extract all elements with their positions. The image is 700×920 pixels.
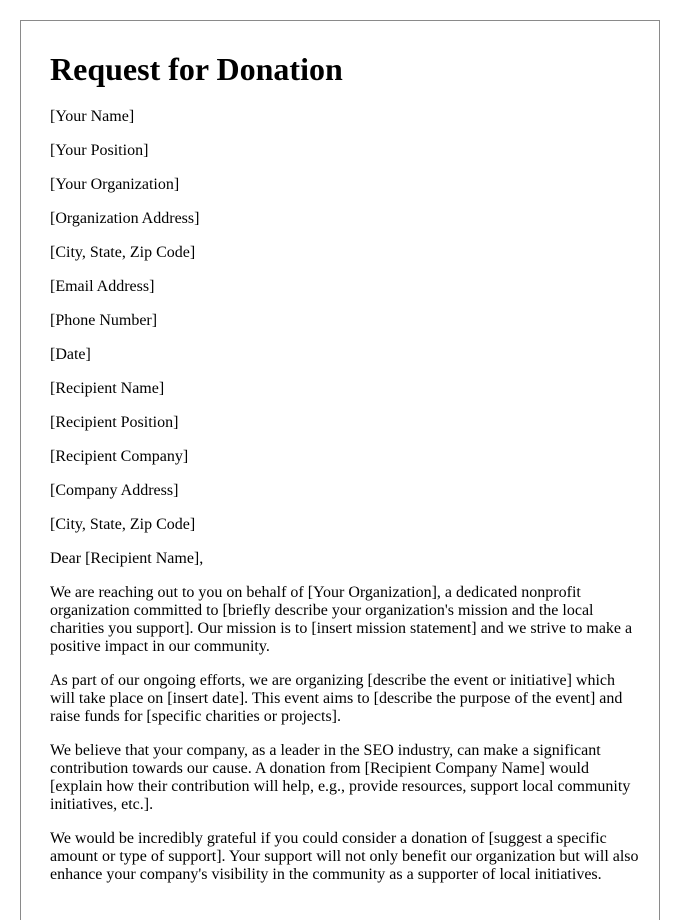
body-paragraph-1: We are reaching out to you on behalf of [Your Organization], a dedicated nonprofit organization committed to [briefly describe your organization's mission and the local charities you support]. Our mission is to [insert mission statement] and we strive to make a positive impact in our community. (50, 584, 633, 655)
company-address: [Company Address] (50, 482, 179, 499)
sender-phone: [Phone Number] (50, 312, 158, 329)
body-paragraph-4: We would be incredibly grateful if you could consider a donation of [suggest a specific amount or type of support]. Your support will not only benefit our organization but will also enhance your company's visibility in the community as a supporter of local initiatives. (50, 830, 639, 883)
body-paragraph-3: We believe that your company, as a leader in the SEO industry, can make a significant contribution towards our cause. A donation from [Recipient Company Name] would [explain how their contribution will help, e.g., provide resources, support local community initiatives, etc.]. (50, 742, 631, 813)
organization-address: [Organization Address] (50, 210, 200, 227)
recipient-company: [Recipient Company] (50, 448, 189, 465)
letter-page (20, 20, 660, 920)
sender-email: [Email Address] (50, 278, 155, 295)
sender-organization: [Your Organization] (50, 176, 180, 193)
letter-header-block (50, 107, 640, 583)
sender-name: [Your Name] (50, 108, 135, 125)
salutation: Dear [Recipient Name], (50, 550, 204, 567)
sender-city-state-zip: [City, State, Zip Code] (50, 244, 196, 261)
sender-position: [Your Position] (50, 142, 149, 159)
body-paragraph-2: As part of our ongoing efforts, we are organizing [describe the event or initiative] which will take place on [insert date]. This event aims to [describe the purpose of the event] and raise funds for [specific charities or projects]. (50, 672, 623, 725)
page-title: Request for Donation (50, 51, 343, 87)
letter-date: [Date] (50, 346, 91, 363)
recipient-city-state-zip: [City, State, Zip Code] (50, 516, 196, 533)
recipient-name: [Recipient Name] (50, 380, 165, 397)
recipient-position: [Recipient Position] (50, 414, 179, 431)
